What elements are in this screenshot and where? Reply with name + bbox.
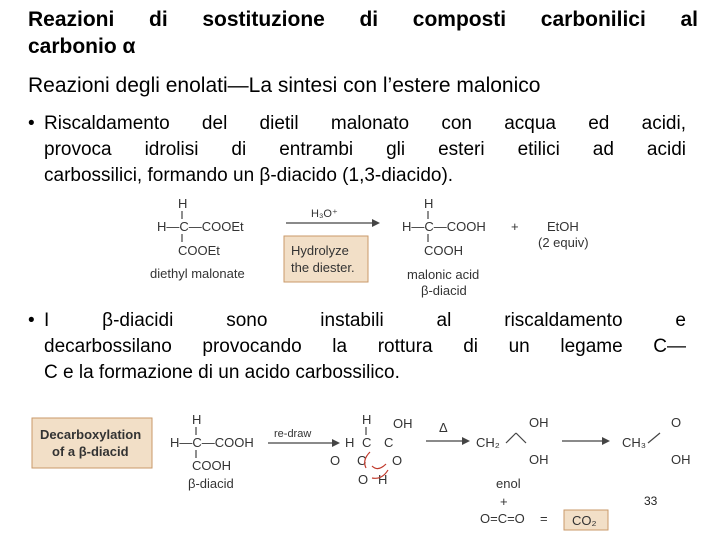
acid-oh: OH: [671, 452, 691, 467]
bullet-line: provoca idrolisi di entrambi gli esteri etilici ad acidi: [44, 139, 686, 160]
slide-subtitle: Reazioni degli enolati—La sintesi con l’estere malonico: [28, 74, 541, 97]
title-line-2: carbonio α: [28, 35, 136, 58]
scheme-decarboxylation: [32, 412, 691, 530]
acid-ch3: CH₃: [622, 435, 647, 450]
intermediate-h2: H: [378, 472, 388, 487]
bullet-marker: •: [28, 310, 35, 331]
product-class: β-diacid: [421, 283, 467, 298]
intermediate-c3: C: [357, 453, 367, 468]
diacid-name: β-diacid: [188, 476, 234, 491]
box-text: Decarboxylation: [40, 427, 142, 442]
reagent-name: diethyl malonate: [150, 266, 245, 281]
bullet-line: I β-diacidi sono instabili al riscaldamento e: [44, 310, 686, 331]
product-core: H—C—COOH: [402, 219, 486, 234]
product-name: malonic acid: [407, 267, 480, 282]
arrow-head: [372, 219, 380, 227]
intermediate-o2: O: [358, 472, 369, 487]
box-text: Hydrolyze: [291, 243, 349, 258]
title-line-1: Reazioni di sostituzione di composti carbonilici al: [28, 8, 698, 31]
equals-sign: =: [540, 511, 548, 526]
bullet-line: decarbossilano provocando la rottura di un legame C—: [44, 336, 686, 357]
scheme-hydrolysis: [150, 196, 589, 298]
page-number: 33: [644, 494, 658, 508]
co2-formula: O=C=O: [480, 511, 525, 526]
bullet-line: Riscaldamento del dietil malonato con acqua ed acidi,: [44, 113, 686, 134]
intermediate-oh: OH: [393, 416, 413, 431]
enol-label: enol: [496, 476, 521, 491]
redraw-label: re-draw: [274, 428, 312, 440]
arrow-label-h3o: H₃O⁺: [311, 208, 338, 220]
intermediate-o-left: O: [330, 453, 341, 468]
arrow-head: [332, 439, 340, 447]
diacid-h-top: H: [192, 412, 202, 427]
bond-line: [516, 433, 526, 443]
co2-box-text: CO₂: [572, 513, 597, 528]
decarboxylation-box: [32, 418, 152, 468]
reagent-core: H—C—COOEt: [157, 219, 244, 234]
byproduct-equiv: (2 equiv): [538, 235, 589, 250]
enol-ch2: CH₂: [476, 435, 500, 450]
intermediate-c2: C: [384, 435, 394, 450]
acid-o: O: [671, 415, 682, 430]
plus-sign: +: [511, 219, 519, 234]
box-text: the diester.: [291, 260, 355, 275]
byproduct-etoh: EtOH: [547, 219, 579, 234]
intermediate-o: O: [392, 453, 403, 468]
bullet-line: C e la formazione di un acido carbossilico.: [44, 362, 400, 383]
enol-oh: OH: [529, 415, 549, 430]
product-cooh: COOH: [424, 243, 463, 258]
intermediate-c: C: [362, 435, 372, 450]
arrow-head: [602, 437, 610, 445]
co2-plus: +: [500, 494, 508, 509]
intermediate-h: H: [362, 412, 372, 427]
diacid-core: H—C—COOH: [170, 435, 254, 450]
reagent-cooet: COOEt: [178, 243, 220, 258]
delta-label: Δ: [439, 420, 448, 435]
electron-arrow: [372, 464, 386, 469]
box-text: of a β-diacid: [52, 444, 129, 459]
bond-line: [648, 433, 660, 443]
enol-oh2: OH: [529, 452, 549, 467]
arrow-head: [462, 437, 470, 445]
reagent-h-top: H: [178, 196, 188, 211]
intermediate-h-left: H: [345, 435, 355, 450]
diacid-cooh: COOH: [192, 458, 231, 473]
bullet-line: carbossilici, formando un β-diacido (1,3-diacido).: [44, 165, 454, 186]
bullet-marker: •: [28, 113, 35, 134]
product-h-top: H: [424, 196, 434, 211]
bond-line: [506, 433, 516, 443]
